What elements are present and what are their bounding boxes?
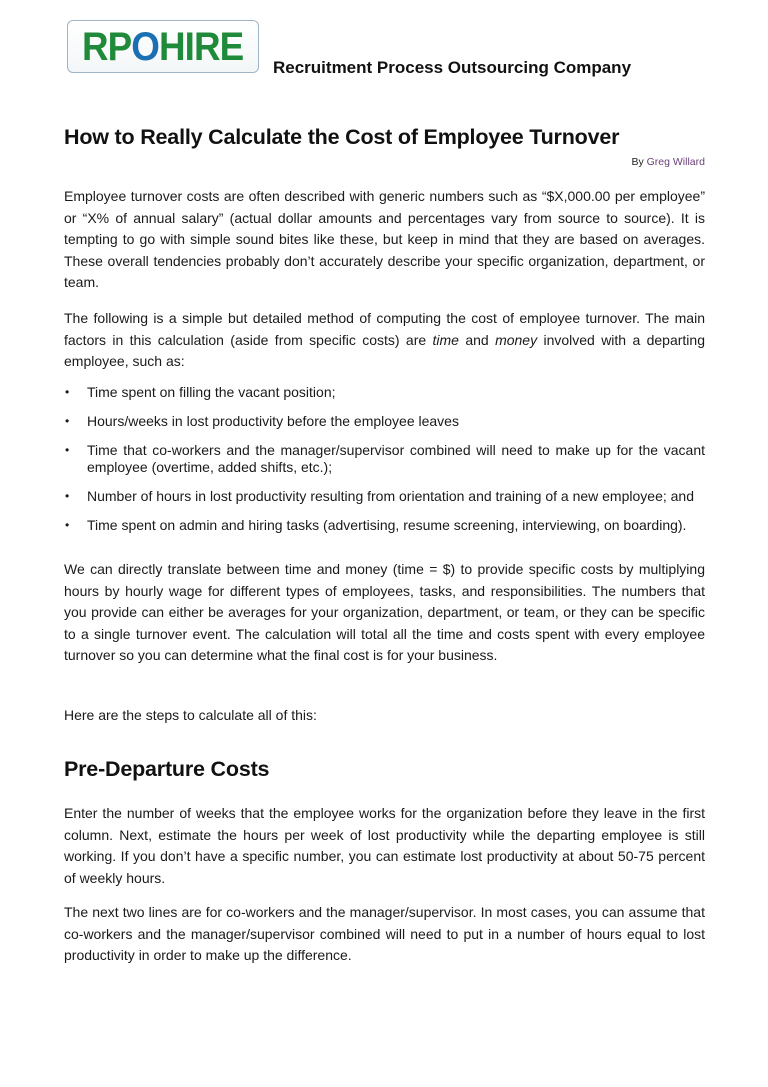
- list-item: [64, 413, 705, 430]
- logo-text-rp: RP: [82, 24, 132, 69]
- list-item-text: Time spent on filling the vacant position;: [87, 384, 336, 400]
- steps-intro-paragraph: Here are the steps to calculate all of this:: [64, 707, 317, 723]
- intro-paragraph: Employee turnover costs are often described with generic numbers such as “$X,000.00 per employee” or “X% of annual salary” (actual dollar amounts and percentages vary from source to source). It is tempting to go with simple sound bites like these, but keep in mind that they are based on averages. These overall tendencies probably don’t accurately describe your specific organization, department, or team.: [64, 188, 705, 291]
- company-tagline: Recruitment Process Outsourcing Company: [273, 58, 632, 77]
- page-header: [64, 0, 705, 100]
- method-paragraph: [64, 308, 705, 373]
- logo-text-hire: HIRE: [159, 24, 244, 69]
- document-page: [64, 0, 705, 964]
- section-heading-pre-departure: Pre-Departure Costs: [64, 757, 270, 781]
- cost-factors-list: [64, 384, 705, 546]
- byline-prefix: By: [631, 156, 644, 168]
- bullet-icon: •: [65, 443, 70, 457]
- list-item: [64, 488, 705, 505]
- bullet-icon: •: [65, 518, 70, 532]
- article-title: How to Really Calculate the Cost of Employee Turnover: [64, 125, 620, 149]
- list-item-text: Hours/weeks in lost productivity before the employee leaves: [87, 413, 459, 429]
- list-item: [64, 442, 705, 476]
- list-item: [64, 517, 705, 534]
- bullet-icon: •: [65, 414, 70, 428]
- list-item-text: Time spent on admin and hiring tasks (advertising, resume screening, interviewing, on boarding).: [87, 517, 687, 533]
- list-item: [64, 384, 705, 401]
- bullet-icon: •: [65, 385, 70, 399]
- pre-departure-paragraph-1: Enter the number of weeks that the employee works for the organization before they leave in the first column. Next, estimate the hours per week of lost productivity while the departing employee is still working. If you don’t have a specific number, you can estimate lost productivity at about 50-75 percent of weekly hours.: [64, 805, 705, 886]
- list-item-text: Time that co-workers and the manager/supervisor combined will need to make up for the vacant employee (overtime, added shifts, etc.);: [87, 442, 705, 475]
- byline: [631, 156, 705, 168]
- method-emphasis-time: time: [432, 331, 459, 348]
- list-item-text: Number of hours in lost productivity resulting from orientation and training of a new employee; and: [87, 488, 694, 504]
- logo-text-o: O: [131, 24, 160, 69]
- method-emphasis-money: money: [495, 331, 538, 348]
- logo-wordmark: [82, 24, 244, 69]
- method-text-3: involved with a departing employee, such as:: [64, 331, 705, 370]
- pre-departure-paragraph-2: The next two lines are for co-workers and the manager/supervisor. In most cases, you can assume that co-workers and the manager/supervisor combined will need to put in a number of hours equal to lost productivity in order to make up the difference.: [64, 904, 705, 964]
- bullet-icon: •: [65, 489, 70, 503]
- author-link[interactable]: Greg Willard: [646, 156, 705, 168]
- method-text-2: and: [458, 331, 496, 348]
- method-text-1: The following is a simple but detailed method of computing the cost of employee turnover. The main factors in this calculation (aside from specific costs) are: [64, 310, 705, 348]
- translate-paragraph: We can directly translate between time and money (time = $) to provide specific costs by multiplying hours by hourly wage for different types of employees, tasks, and responsibilities. The numbers that you provide can either be averages for your organization, department, or team, or they can be specific to a single turnover event. The calculation will total all the time and costs spent with every employee turnover so you can determine what the final cost is for your business.: [64, 561, 705, 664]
- rpohire-logo: [67, 20, 259, 73]
